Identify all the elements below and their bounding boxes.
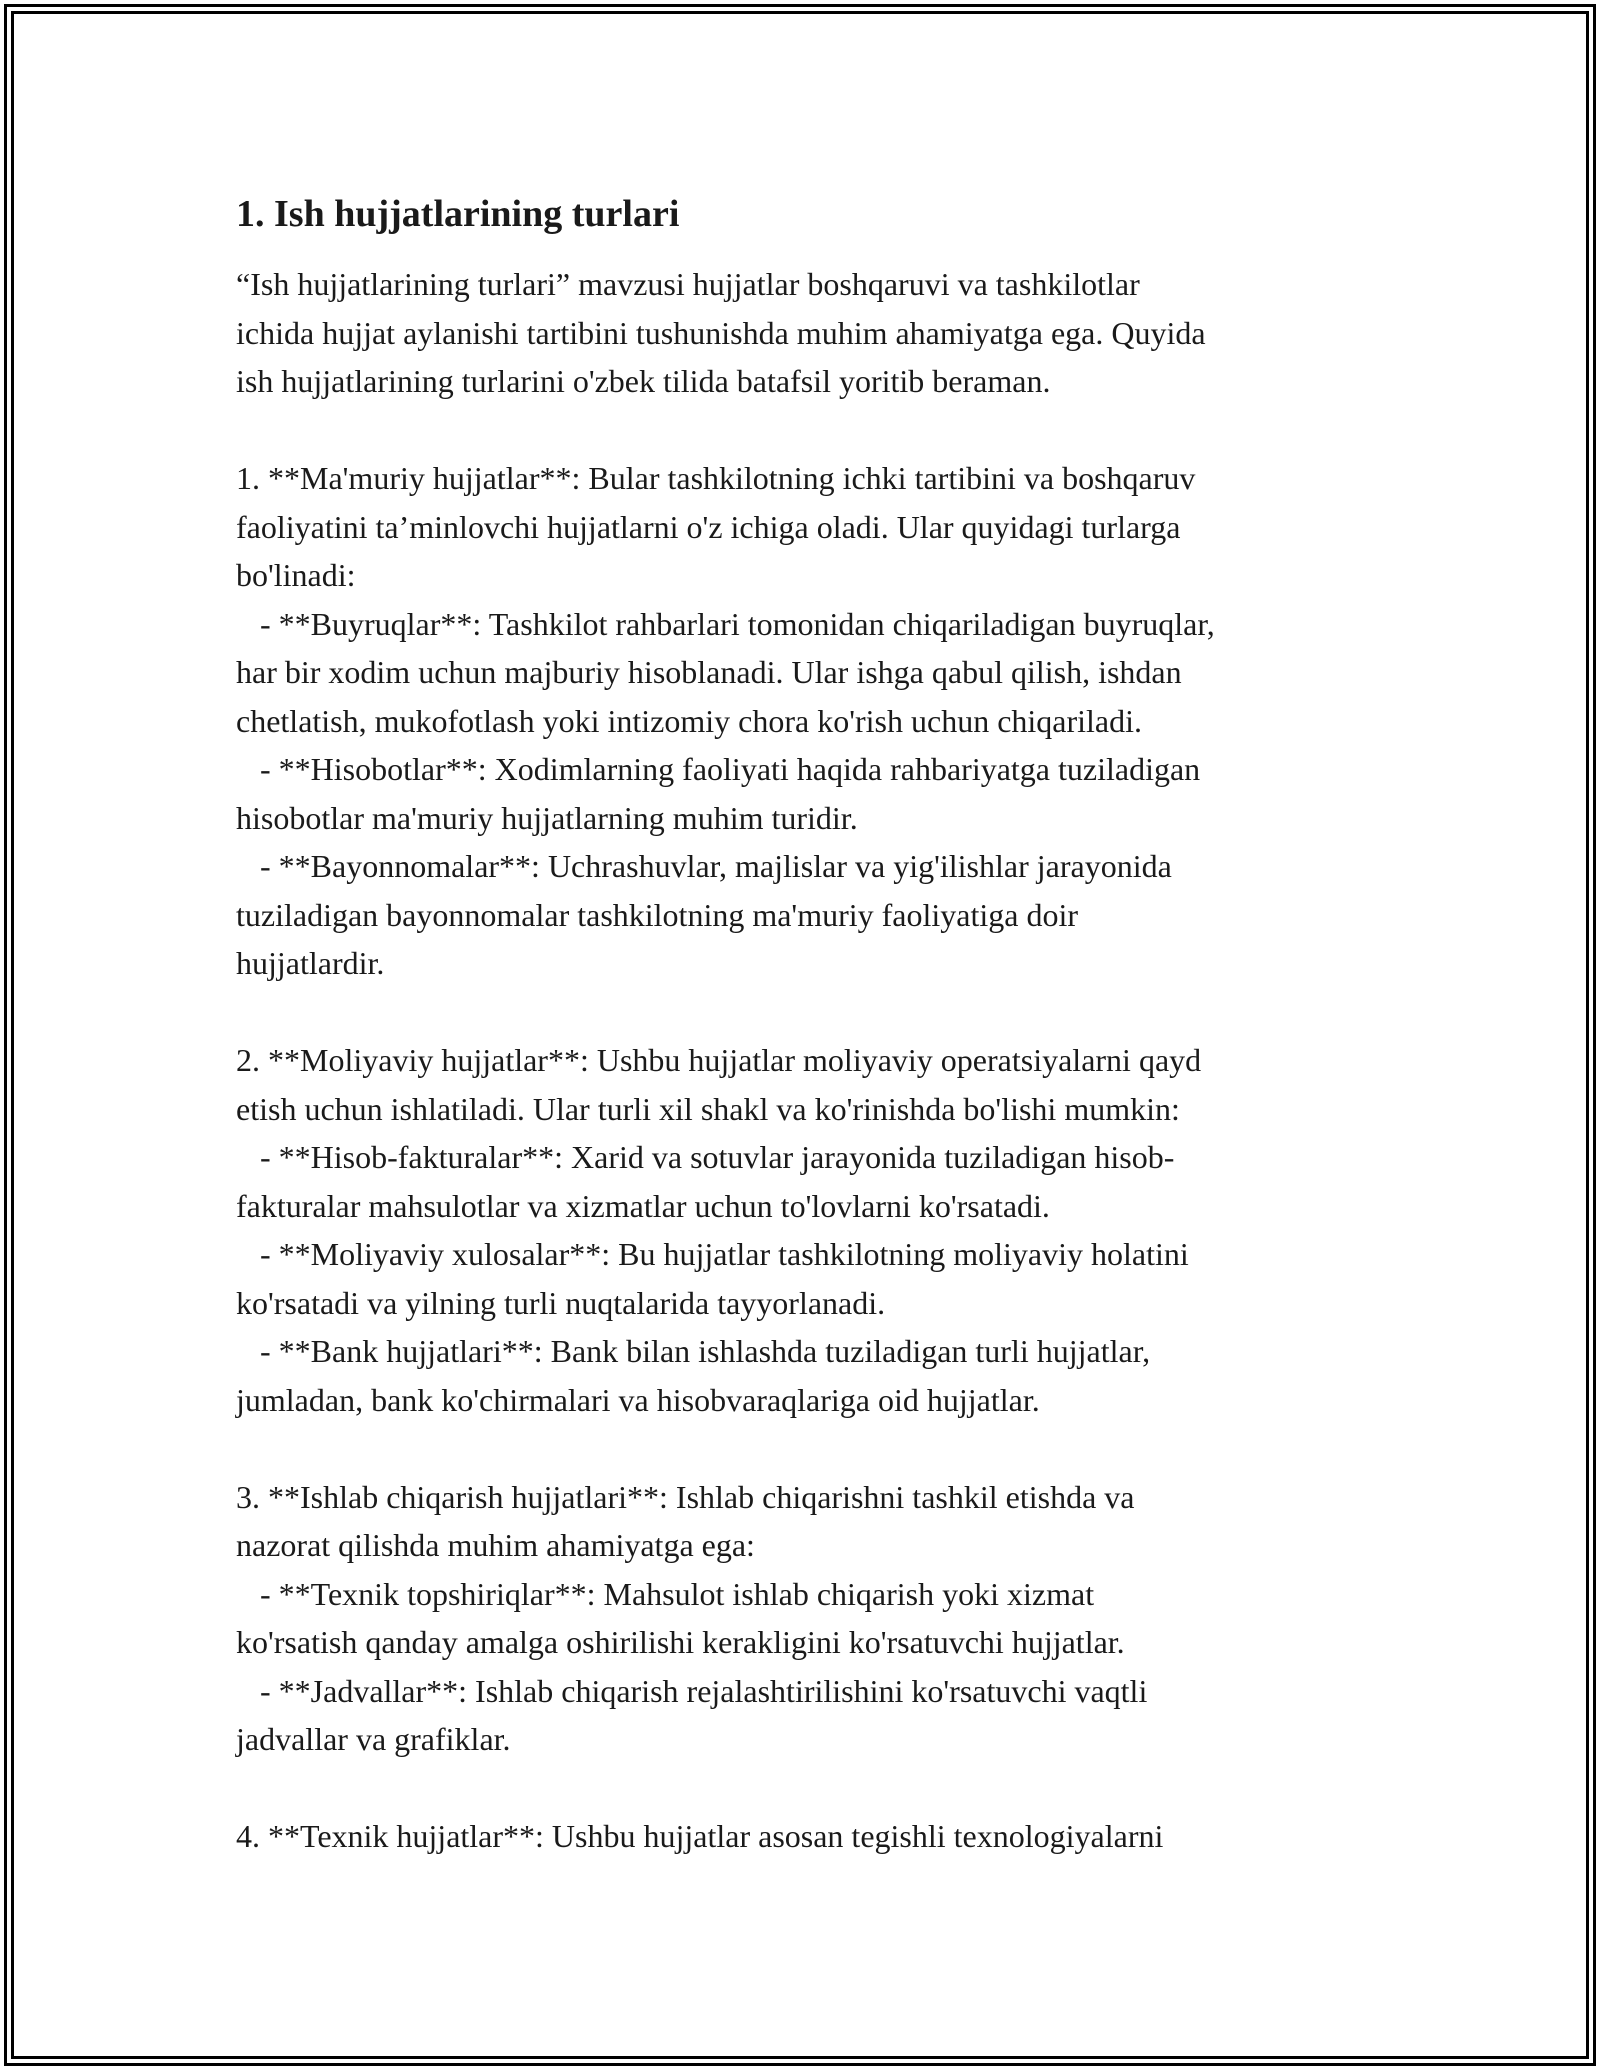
document-body: “Ish hujjatlarining turlari” mavzusi hujjatlar boshqaruvi va tashkilotlar ichida hujjat aylanishi tartibini tushunishda muhim ahamiyatga ega. Quyida ish hujjatlarining turlarini o'zbek tilida batafsil yoritib beraman. 1. **Ma'muriy hujjatlar**: Bular tashkilotning ichki tartibini va boshqaruv faoliyatini ta’minlovchi hujjatlarni o'z ichiga oladi. Ular quyidagi turlarga bo'linadi: - **Buyruqlar**: Tashkilot rahbarlari tomonidan chiqariladigan buyruqlar, har bir xodim uchun majburiy hisoblanadi. Ular ishga qabul qilish, ishdan chetlatish, mukofotlash yoki intizomiy chora ko'rish uchun chiqariladi. - **Hisobotlar**: Xodimlarning faoliyati haqida rahbariyatga tuziladigan hisobotlar ma'muriy hujjatlarning muhim turidir. - **Bayonnomalar**: Uchrashuvlar, majlislar va yig'ilishlar jarayonida tuziladigan bayonnomalar tashkilotning ma'muriy faoliyatiga doir hujjatlardir. 2. **Moliyaviy hujjatlar**: Ushbu hujjatlar moliyaviy operatsiyalarni qayd etish uchun ishlatiladi. Ular turli xil shakl va ko'rinishda bo'lishi mumkin: - **Hisob-fakturalar**: Xarid va sotuvlar jarayonida tuziladigan hisob- fakturalar mahsulotlar va xizmatlar uchun to'lovlarni ko'rsatadi. - **Moliyaviy xulosalar**: Bu hujjatlar tashkilotning moliyaviy holatini ko'rsatadi va yilning turli nuqtalarida tayyorlanadi. - **Bank hujjatlari**: Bank bilan ishlashda tuziladigan turli hujjatlar, jumladan, bank ko'chirmalari va hisobvaraqlariga oid hujjatlar. 3. **Ishlab chiqarish hujjatlari**: Ishlab chiqarishni tashkil etishda va nazorat qilishda muhim ahamiyatga ega: - **Texnik topshiriqlar**: Mahsulot ishlab chiqarish yoki xizmat ko'rsatish qanday amalga oshirilishi kerakligini ko'rsatuvchi hujjatlar. - **Jadvallar**: Ishlab chiqarish rejalashtirilishini ko'rsatuvchi vaqtli jadvallar va grafiklar. 4. **Texnik hujjatlar**: Ushbu hujjatlar asosan tegishli texnologiyalarni <box>236 266 1215 1854</box>
document-title: 1. Ish hujjatlarining turlari <box>236 193 680 235</box>
document-content <box>236 190 1376 1861</box>
